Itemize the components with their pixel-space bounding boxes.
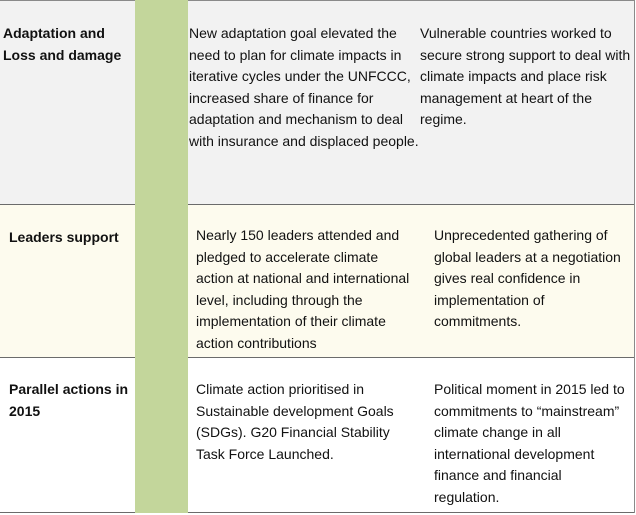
table-row-adaptation: [0, 0, 634, 205]
significance-cell: Political moment in 2015 led to commitments to “mainstream” climate change in all international development finance and financial regulation.: [434, 381, 625, 505]
row-heading: Parallel actions in 2015: [9, 381, 129, 419]
outcome-cell: Climate action prioritised in Sustainable development Goals (SDGs). G20 Financial Stability Task Force Launched.: [196, 381, 394, 462]
row-heading: Leaders support: [9, 229, 119, 245]
significance-cell: Unprecedented gathering of global leaders at a negotiation gives real confidence in implementation of commitments.: [434, 227, 621, 329]
table-row-parallel-actions: [0, 358, 634, 513]
table-row-leaders-support: [0, 205, 634, 358]
accent-column: [135, 0, 188, 513]
outcome-cell: Nearly 150 leaders attended and pledged to accelerate climate action at national and international level, including through the implementation of their climate action contributions: [196, 227, 410, 351]
outcome-cell: New adaptation goal elevated the need to plan for climate impacts in iterative cycles under the UNFCCC, increased share of finance for adaptation and mechanism to deal with insurance and displaced people.: [189, 25, 419, 149]
significance-cell: Vulnerable countries worked to secure strong support to deal with climate impacts and place risk management at heart of the regime.: [420, 25, 631, 127]
table-right-border: [634, 0, 635, 513]
row-heading: Adaptation and Loss and damage: [3, 25, 122, 63]
